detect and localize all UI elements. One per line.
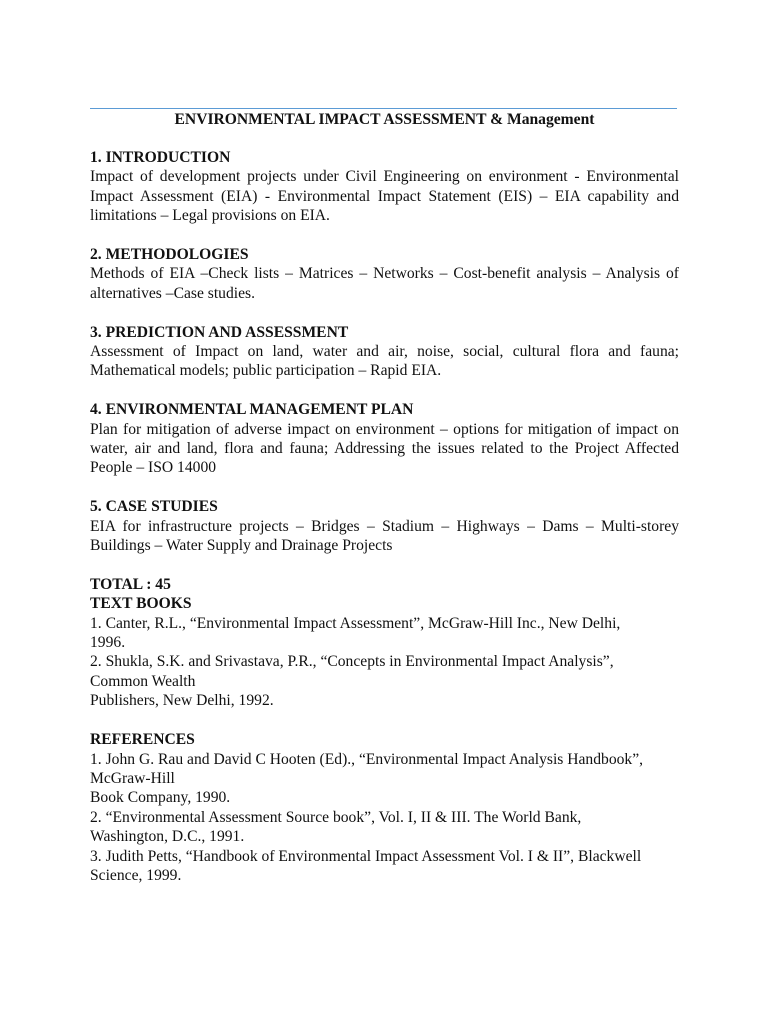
section-heading: REFERENCES [90,731,195,749]
section-references [90,730,679,885]
section-heading: 1. INTRODUCTION [90,149,231,166]
book-entry-line: 1996. [90,634,126,652]
reference-entry-line: 1. John G. Rau and David C Hooten (Ed)., “Environmental Impact Analysis Handbook”, [90,750,644,768]
section-management-plan [90,400,679,478]
section-body: EIA for infrastructure projects – Bridges – Stadium – Highways – Dams – Multi-storey Buildings – Water Supply and Drainage Projects [90,517,679,555]
section-heading: 2. METHODOLOGIES [90,246,249,264]
section-heading: 4. ENVIRONMENTAL MANAGEMENT PLAN [90,401,414,419]
reference-entry-line: Washington, D.C., 1991. [90,828,245,846]
book-entry-line: 1. Canter, R.L., “Environmental Impact Assessment”, McGraw-Hill Inc., New Delhi, [90,614,621,632]
reference-entry-line: Science, 1999. [90,866,182,884]
section-case-studies [90,497,679,555]
document-title: ENVIRONMENTAL IMPACT ASSESSMENT & Management [174,111,595,128]
section-methodologies [90,245,679,303]
section-text-books [90,594,679,710]
book-entry-line: 2. Shukla, S.K. and Srivastava, P.R., “Concepts in Environmental Impact Analysis”, [90,653,614,671]
list-item [90,652,679,710]
section-heading: TEXT BOOKS [90,595,192,613]
section-heading: 5. CASE STUDIES [90,498,218,516]
section-prediction-assessment [90,323,679,381]
section-body: Assessment of Impact on land, water and air, noise, social, cultural flora and fauna; Mathematical models; public participation – Rapid EIA. [90,343,679,380]
list-item [90,750,679,808]
document-body [90,110,679,885]
section-introduction [90,148,679,226]
header-rule [90,108,677,109]
list-item [90,614,679,653]
section-heading: 3. PREDICTION AND ASSESSMENT [90,323,349,341]
section-body: Methods of EIA –Check lists – Matrices – Networks – Cost-benefit analysis – Analysis of alternatives –Case studies. [90,265,679,302]
book-entry-line: Publishers, New Delhi, 1992. [90,692,274,710]
reference-entry-line: 3. Judith Petts, “Handbook of Environmental Impact Assessment Vol. I & II”, Blackwell [90,847,642,865]
book-entry-line: Common Wealth [90,672,196,690]
reference-entry-line: McGraw-Hill [90,769,175,787]
section-body: Impact of development projects under Civil Engineering on environment - Environmental Impact Assessment (EIA) - Environmental Impact Statement (EIS) – EIA capability and limitations – Legal provisions on EIA. [90,168,679,225]
list-item [90,808,679,847]
reference-entry-line: Book Company, 1990. [90,789,231,807]
section-body: Plan for mitigation of adverse impact on environment – options for mitigation of impact on water, air and land, flora and fauna; Addressing the issues related to the Project Affected People – ISO 14000 [90,420,679,477]
reference-entry-line: 2. “Environmental Assessment Source book”, Vol. I, II & III. The World Bank, [90,808,582,826]
total-hours: TOTAL : 45 [90,575,171,593]
list-item [90,847,679,886]
